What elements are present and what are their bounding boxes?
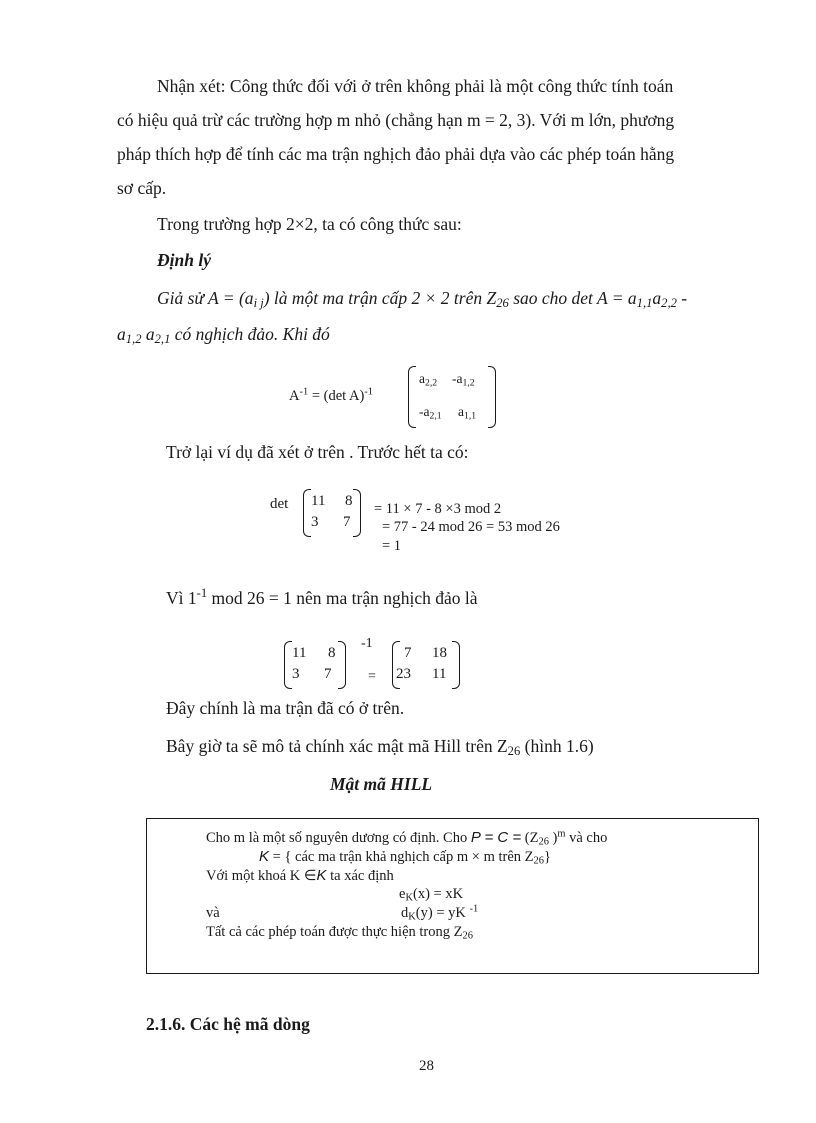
det-m21: 3 (311, 514, 319, 530)
intro-2x2: Trong trường hợp 2×2, ta có công thức sau: (157, 214, 462, 234)
hill-intro: Bây giờ ta sẽ mô tả chính xác mật mã Hill trên $Z_{26}$ (hình 1.6) (166, 736, 594, 759)
inverse-left-matrix: 11 8 3 7 (284, 641, 346, 689)
equals-sign: = (368, 669, 376, 684)
det-label: det (270, 496, 289, 512)
inverse-right-matrix: 7 18 23 11 (392, 641, 460, 689)
hill-box-line-5-label: và (206, 905, 220, 921)
note-same-matrix: Đây chính là ma trận đã có ở trên. (166, 698, 405, 718)
hill-definition-box (146, 818, 759, 974)
det-line-3: = 1 (382, 538, 402, 554)
det-matrix (303, 489, 361, 537)
hill-box-line-4: $e_K(x)$ = xK (399, 886, 464, 904)
hill-box-line-3: Với một khoá K ∈K ta xác định (206, 867, 394, 884)
inverse-note: Vì $1^{-1}$ mod 26 = 1 nên ma trận nghịch đảo là (166, 586, 478, 608)
inverse-formula-lhs: $A^{-1} = (\det$ A)$^{-1}$ (289, 386, 373, 404)
remark-line-3: pháp thích hợp để tính các ma trận nghịch đảo phải dựa vào các phép toán hằng (117, 144, 675, 164)
hill-box-line-1: Cho m là một số nguyên dương có định. Cho $P = C = (Z_{26}$ )$^m$ và cho (206, 828, 608, 848)
det-m22: 7 (343, 514, 351, 530)
det-line-1: = 11 × 7 - 8 ×3 mod 2 (374, 501, 502, 517)
hill-box-line-5: $d_K(y)$ = yK $^{-1}$ (401, 903, 479, 923)
page-number: 28 (419, 1058, 434, 1074)
inverse-exponent: -1 (361, 636, 373, 651)
theorem-line-2: $a_{1,2}$ $a_{2,1}$ có nghịch đảo. Khi đó (117, 324, 330, 347)
det-m12: 8 (345, 493, 353, 509)
det-line-2: = 77 - 24 mod 26 = 53 mod 26 (382, 519, 560, 535)
theorem-line-1: Giả sử $A = (a_{i j})$ là một ma trận cấp 2 × 2 trên $Z_{26}$ sao cho $\det A = a_{1,1}a_{2,2}$ - (157, 288, 688, 311)
adjugate-matrix: $a_{2,2}$ $-a_{1,2}$ $-a_{2,1}$ $a_{1,1}$ (408, 366, 496, 428)
section-heading: 2.1.6. Các hệ mã dòng (146, 1014, 310, 1034)
example-intro: Trở lại ví dụ đã xét ở trên . Trước hết ta có: (166, 442, 469, 462)
hill-title: Mật mã HILL (330, 774, 433, 794)
remark-line-1: Nhận xét: Công thức đối với ở trên không phải là một công thức tính toán (157, 76, 674, 96)
det-m11: 11 (311, 493, 326, 509)
hill-box-line-6: Tất cả các phép toán được thực hiện trong $Z_{26}$ (206, 924, 473, 942)
theorem-heading: Định lý (157, 250, 211, 270)
remark-line-2: có hiệu quả trừ các trường hợp m nhỏ (chẳng hạn m = 2, 3). Với m lớn, phương (117, 110, 675, 130)
hill-box-line-2: K = { các ma trận khả nghịch cấp m × m trên $Z_{26}$} (259, 848, 551, 867)
remark-line-4: sơ cấp. (117, 178, 167, 198)
